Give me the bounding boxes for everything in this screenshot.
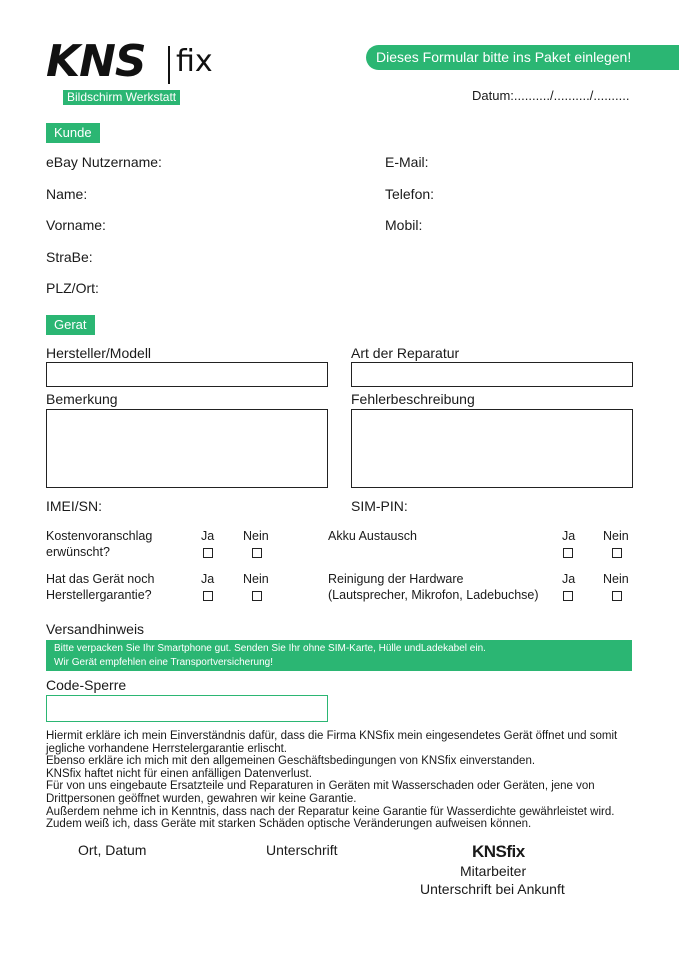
logo-subtitle: Bildschirm Werkstatt xyxy=(63,90,180,105)
versand-title: Versandhinweis xyxy=(46,621,145,637)
q4-nein-label: Nein xyxy=(603,572,629,586)
fehler-textarea[interactable] xyxy=(351,409,633,488)
simpin-label: SIM-PIN: xyxy=(351,498,408,514)
q1-ja-checkbox[interactable] xyxy=(203,548,213,558)
q2-nein-label: Nein xyxy=(243,572,269,586)
field-name-label: Name: xyxy=(46,186,88,202)
q1-line1: Kostenvoranschlag xyxy=(46,529,153,543)
q4-nein-checkbox[interactable] xyxy=(612,591,622,601)
q3-nein-checkbox[interactable] xyxy=(612,548,622,558)
field-email-label: E-Mail: xyxy=(385,154,429,170)
field-plz-label: PLZ/Ort: xyxy=(46,280,99,296)
q2-ja-label: Ja xyxy=(201,572,215,586)
q2-ja-checkbox[interactable] xyxy=(203,591,213,601)
legal-line: Hiermit erkläre ich mein Einverständnis dafür, dass die Firma KNSfix mein eingesendetes Gerät öffnet und somit xyxy=(46,730,618,742)
legal-line: Für von uns eingebaute Ersatzteile und Reparaturen in Geräten mit Wasserschaden oder Geräten, jene von xyxy=(46,780,595,793)
field-telefon-label: Telefon: xyxy=(385,186,435,202)
code-sperre-input[interactable] xyxy=(46,695,328,722)
q4-ja-checkbox[interactable] xyxy=(563,591,573,601)
q3-ja-label: Ja xyxy=(562,529,576,543)
legal-line: Zudem weiß ich, dass Geräte mit starken Schäden optische Veränderungen aufweisen können. xyxy=(46,818,532,831)
art-input[interactable] xyxy=(351,362,633,387)
q1-line2: erwünscht? xyxy=(46,545,110,559)
logo-suffix: fix xyxy=(176,44,213,79)
field-strasse-label: StraBe: xyxy=(46,249,93,265)
q1-ja-label: Ja xyxy=(201,529,215,543)
footer-ort-datum: Ort, Datum xyxy=(78,842,147,858)
footer-ankunft: Unterschrift bei Ankunft xyxy=(420,881,565,897)
q1-nein-label: Nein xyxy=(243,529,269,543)
fehler-label: Fehlerbeschreibung xyxy=(351,391,475,407)
date-field[interactable]: Datum:........../........../.......... xyxy=(472,88,630,103)
q3-nein-label: Nein xyxy=(603,529,629,543)
art-label: Art der Reparatur xyxy=(351,345,460,361)
q-herstellergarantie xyxy=(46,571,154,603)
q4-ja-label: Ja xyxy=(562,572,576,586)
code-sperre-label: Code-Sperre xyxy=(46,677,127,693)
q4-line2: (Lautsprecher, Mikrofon, Ladebuchse) xyxy=(328,588,539,602)
hersteller-input[interactable] xyxy=(46,362,328,387)
section-kunde: Kunde xyxy=(46,123,100,143)
footer-unterschrift: Unterschrift xyxy=(266,842,338,858)
logo-divider xyxy=(168,46,170,84)
versand-hint-box xyxy=(46,640,632,671)
legal-line: Drittpersonen geöffnet wurden, gewahren wir keine Garantie. xyxy=(46,792,357,805)
legal-text xyxy=(46,730,646,831)
q3-ja-checkbox[interactable] xyxy=(563,548,573,558)
logo-brand: KNS xyxy=(46,36,146,87)
field-mobil-label: Mobil: xyxy=(385,217,423,233)
bemerkung-textarea[interactable] xyxy=(46,409,328,488)
legal-line: Außerdem nehme ich in Kenntnis, dass nach der Reparatur keine Garantie für Wasserdichte gewährleistet wird. xyxy=(46,805,615,818)
q-reinigung xyxy=(328,571,539,603)
section-geraet: Gerat xyxy=(46,315,95,335)
q-kostenvoranschlag xyxy=(46,528,152,560)
instruction-banner: Dieses Formular bitte ins Paket einlegen! xyxy=(366,45,679,70)
legal-line: jegliche vorhandene Herrstelergarantie erlischt. xyxy=(46,742,287,755)
q2-line2: Herstellergarantie? xyxy=(46,588,152,602)
versand-line2: Wir Gerät empfehlen eine Transportversicherung! xyxy=(54,657,273,668)
q-akku: Akku Austausch xyxy=(328,529,417,543)
q4-line1: Reinigung der Hardware xyxy=(328,572,464,586)
field-ebay-label: eBay Nutzername: xyxy=(46,154,162,170)
bemerkung-label: Bemerkung xyxy=(46,391,118,407)
q2-line1: Hat das Gerät noch xyxy=(46,572,155,586)
legal-line: Ebenso erkläre ich mich mit den allgemeinen Geschäftsbedingungen von KNSfix einverstanden. xyxy=(46,755,536,768)
footer-company: KNSfix xyxy=(472,842,525,861)
footer-mitarbeiter: Mitarbeiter xyxy=(460,863,527,879)
q2-nein-checkbox[interactable] xyxy=(252,591,262,601)
versand-line1: Bitte verpacken Sie Ihr Smartphone gut. Senden Sie Ihr ohne SIM-Karte, Hülle undLadekabel ein. xyxy=(54,643,486,654)
imei-label: IMEI/SN: xyxy=(46,498,103,514)
field-vorname-label: Vorname: xyxy=(46,217,106,233)
q1-nein-checkbox[interactable] xyxy=(252,548,262,558)
legal-line: KNSfix haftet nicht für einen anfälligen Datenverlust. xyxy=(46,767,312,780)
hersteller-label: Hersteller/Modell xyxy=(46,345,152,361)
